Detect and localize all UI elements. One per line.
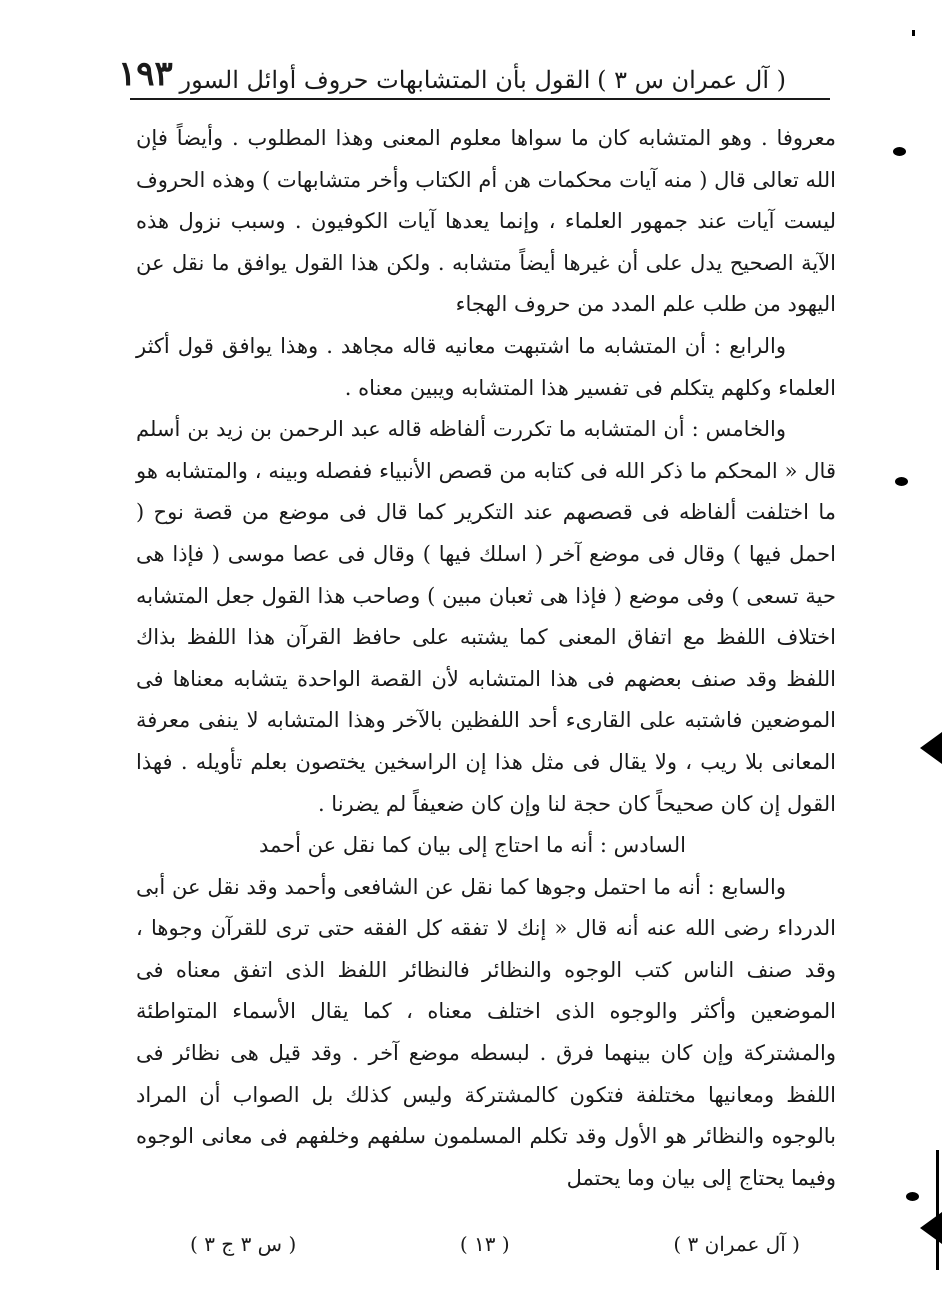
paragraph-fourth: والرابع : أن المتشابه ما اشتبهت معانيه قاله مجاهد . وهذا يوافق قول أكثر العلماء وكلهم يتكلم فى تفسير هذا المتشابه ويبين معناه . [136,333,836,400]
footer-surah: ( آل عمران ٣ ) [673,1232,800,1256]
page-number: ١٩٣ [118,54,173,94]
scan-speck [912,30,915,36]
running-header [118,50,786,94]
binding-hole-mark [895,477,908,486]
paragraph-sixth: السادس : أنه ما احتاج إلى بيان كما نقل عن أحمد [258,833,686,858]
header-rule [130,98,830,100]
header-title: القول بأن المتشابهات حروف أوائل السور [179,66,591,94]
body-text [136,118,836,1199]
header-surah-reference: ( آل عمران س ٣ ) [597,66,786,94]
binding-hole-mark [906,1192,919,1201]
paragraph-seventh: والسابع : أنه ما احتمل وجوها كما نقل عن الشافعى وأحمد وقد نقل عن أبى الدرداء رضى الله عنه أنه قال « إنك لا تفقه كل الفقه حتى ترى للقرآن وجوها ، وقد صنف الناس كتب الوجوه والنظائر فالنظائر اللفظ الذى اتفق معناه فى الموضعين وأكثر والوجوه الذى اختلف معناه ، كما يقال الأسماء المتواطئة والمشتركة وإن كان بينهما فرق . لبسطه موضع آخر . وقد قيل هى نظائر فى اللفظ ومعانيها مختلفة فتكون كالمشتركة وليس كذلك بل الصواب أن المراد بالوجوه والنظائر هو الأول وقد تكلم المسلمون سلفهم وخلفهم فى معانى الوجوه وفيما يحتاج إلى بيان وما يحتمل [136,874,836,1190]
binding-triangle-mark [920,732,942,764]
paragraph-continuation: معروفا . وهو المتشابه كان ما سواها معلوم المعنى وهذا المطلوب . وأيضاً فإن الله تعالى قال ( منه آيات محكمات هن أم الكتاب وأخر متشابهات ) وهذه الحروف ليست آيات عند جمهور العلماء ، وإنما يعدها آيات الكوفيون . وسبب نزول هذه الآية الصحيح يدل على أن غيرها أيضاً متشابه . ولكن هذا القول يوافق ما نقل عن اليهود من طلب علم المدد من حروف الهجاء [136,126,836,317]
scan-edge-line [936,1150,939,1270]
footer-volume: ( س ٣ ج ٣ ) [190,1232,297,1256]
page-footer [190,1232,800,1256]
binding-hole-mark [893,147,906,156]
paragraph-fifth: والخامس : أن المتشابه ما تكررت ألفاظه قاله عبد الرحمن بن زيد بن أسلم قال « المحكم ما ذكر الله فى كتابه من قصص الأنبياء ففصله وبينه ، والمتشابه هو ما اختلفت ألفاظه فى قصصهم عند التكرير كما قال فى موضع من قصة نوح ( احمل فيها ) وقال فى موضع آخر ( اسلك فيها ) وقال فى عصا موسى ( فإذا هى حية تسعى ) وفى موضع ( فإذا هى ثعبان مبين ) وصاحب هذا القول جعل المتشابه اختلاف اللفظ مع اتفاق المعنى كما يشتبه على حافظ القرآن هذا اللفظ بذاك اللفظ وقد صنف بعضهم فى هذا المتشابه لأن القصة الواحدة يتشابه معناها فى الموضعين فاشتبه على القارىء أحد اللفظين بالآخر وهذا المتشابه لا ينفى معرفة المعانى بلا ريب ، ولا يقال فى مثل هذا إن الراسخين يختصون بعلم تأويله . فهذا القول إن كان صحيحاً كان حجة لنا وإن كان ضعيفاً لم يضرنا . [136,417,836,816]
footer-number: ( ١٣ ) [459,1232,510,1256]
